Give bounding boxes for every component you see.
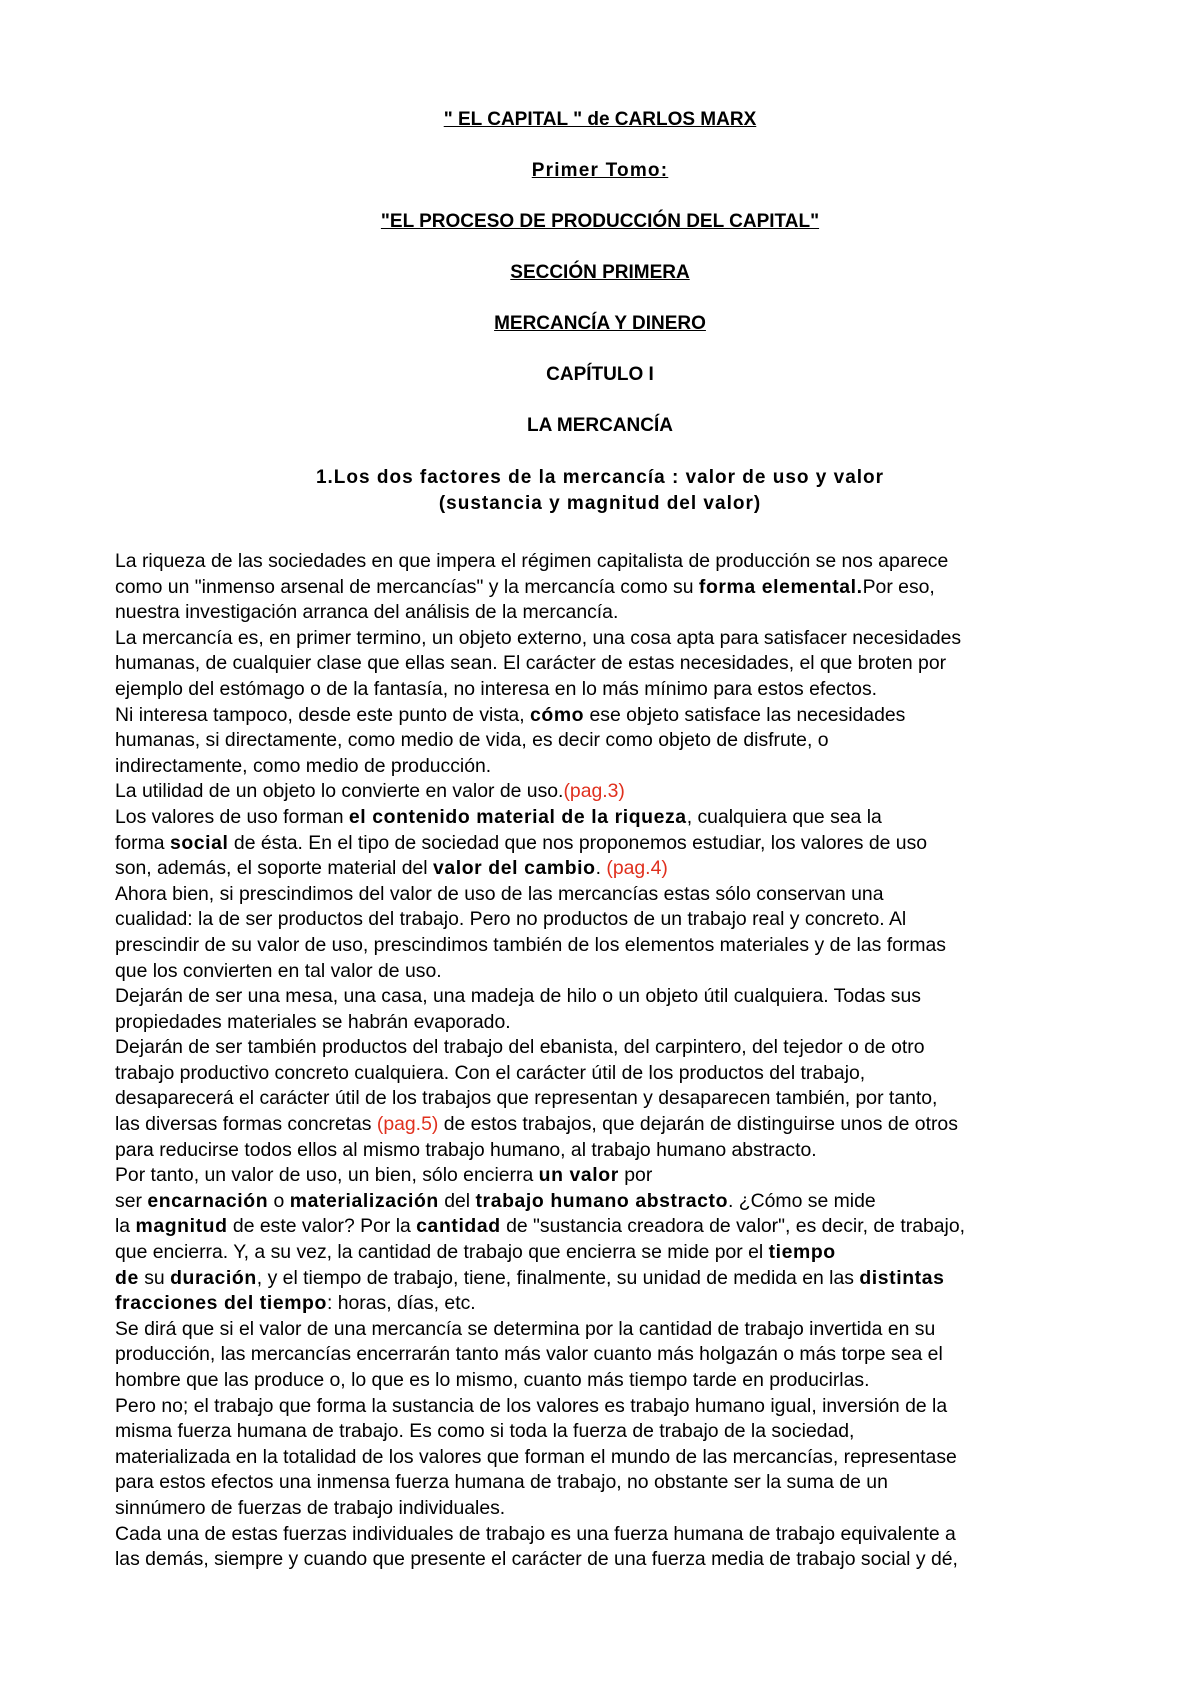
- text-line: Dejarán de ser una mesa, una casa, una madeja de hilo o un objeto útil cualquiera. Todas sus: [115, 985, 921, 1008]
- bold-phrase: cantidad: [416, 1215, 501, 1238]
- text-line: desaparecerá el carácter útil de los trabajos que representan y desaparecen también, por tanto,: [115, 1087, 938, 1110]
- bold-phrase: materialización: [289, 1189, 439, 1212]
- bold-phrase: fracciones del tiempo: [115, 1292, 327, 1315]
- bold-phrase: forma elemental.: [698, 575, 863, 598]
- text-line: de su duración, y el tiempo de trabajo, tiene, finalmente, su unidad de medida en las distintas: [115, 1266, 945, 1289]
- text-line: las diversas formas concretas (pag.5) de estos trabajos, que dejarán de distinguirse unos de otros: [115, 1113, 958, 1136]
- bold-phrase: magnitud: [135, 1215, 228, 1238]
- chapter-title: LA MERCANCÍA: [526, 415, 673, 436]
- text-line: Ahora bien, si prescindimos del valor de uso de las mercancías estas sólo conservan una: [115, 882, 884, 905]
- page-reference: (pag.5): [376, 1113, 439, 1136]
- text-line: La riqueza de las sociedades en que impera el régimen capitalista de producción se nos aparece: [115, 550, 949, 572]
- part-heading: MERCANCÍA Y DINERO: [494, 313, 706, 334]
- text-line: producción, las mercancías encerrarán tanto más valor cuanto más holgazán o más torpe sea el: [115, 1343, 943, 1366]
- bold-phrase: cómo: [530, 703, 585, 726]
- text-line: Por tanto, un valor de uso, un bien, sólo encierra un valor por: [115, 1164, 653, 1187]
- subtitle-line-2: (sustancia y magnitud del valor): [438, 493, 762, 514]
- text-line: son, además, el soporte material del valor del cambio. (pag.4): [115, 857, 668, 880]
- bold-phrase: social: [169, 831, 229, 854]
- bold-phrase: el contenido material de la riqueza: [348, 805, 687, 828]
- section-heading: SECCIÓN PRIMERA: [510, 262, 690, 283]
- text-line: ejemplo del estómago o de la fantasía, no interesa en lo más mínimo para estos efectos.: [115, 677, 878, 700]
- text-line: Cada una de estas fuerzas individuales de trabajo es una fuerza humana de trabajo equivalente a: [115, 1522, 956, 1545]
- text-line: hombre que las produce o, lo que es lo mismo, cuanto más tiempo tarde en producirlas.: [115, 1369, 870, 1391]
- text-line: materializada en la totalidad de los valores que forman el mundo de las mercancías, representase: [115, 1445, 957, 1468]
- text-line: sinnúmero de fuerzas de trabajo individuales.: [115, 1496, 506, 1519]
- chapter-heading: CAPÍTULO I: [546, 364, 654, 385]
- text-line: forma social de ésta. En el tipo de sociedad que nos proponemos estudiar, los valores de uso: [115, 831, 928, 854]
- text-line: para estos efectos una inmensa fuerza humana de trabajo, no obstante ser la suma de un: [115, 1471, 888, 1494]
- text-line: La utilidad de un objeto lo convierte en valor de uso.(pag.3): [115, 780, 625, 803]
- text-line: misma fuerza humana de trabajo. Es como si toda la fuerza de trabajo de la sociedad,: [115, 1420, 855, 1443]
- text-line: propiedades materiales se habrán evaporado.: [115, 1010, 511, 1033]
- text-line: Ni interesa tampoco, desde este punto de vista, cómo ese objeto satisface las necesidades: [115, 703, 906, 726]
- subtitle-line-1: 1.Los dos factores de la mercancía : valor de uso y valor: [315, 467, 885, 488]
- bold-phrase: duración: [170, 1266, 257, 1289]
- text-line: La mercancía es, en primer termino, un objeto externo, una cosa apta para satisfacer necesidades: [115, 626, 962, 649]
- text-line: trabajo productivo concreto cualquiera. Con el carácter útil de los productos del trabajo,: [115, 1061, 866, 1084]
- text-line: indirectamente, como medio de producción.: [115, 754, 492, 777]
- text-line: fracciones del tiempo: horas, días, etc.: [115, 1292, 476, 1315]
- page-reference: (pag.3): [563, 780, 625, 803]
- bold-phrase: trabajo humano abstracto: [475, 1189, 729, 1212]
- document-title: " EL CAPITAL " de CARLOS MARX: [443, 109, 757, 130]
- text-line: ser encarnación o materialización del trabajo humano abstracto. ¿Cómo se mide: [115, 1189, 876, 1212]
- text-line: la magnitud de este valor? Por la cantidad de "sustancia creadora de valor", es decir, de trabajo,: [115, 1215, 966, 1238]
- page-reference: (pag.4): [606, 857, 668, 880]
- bold-phrase: valor del cambio: [432, 857, 596, 880]
- text-line: para reducirse todos ellos al mismo trabajo humano, al trabajo humano abstracto.: [115, 1138, 817, 1161]
- bold-phrase: un valor: [538, 1164, 619, 1187]
- bold-phrase: encarnación: [147, 1189, 269, 1212]
- text-line: como un "inmenso arsenal de mercancías" y la mercancía como su forma elemental.Por eso,: [115, 575, 935, 598]
- text-line: humanas, de cualquier clase que ellas sean. El carácter de estas necesidades, el que broten por: [115, 652, 947, 675]
- text-line: prescindir de su valor de uso, prescindimos también de los elementos materiales y de las formas: [115, 933, 946, 956]
- process-heading: "EL PROCESO DE PRODUCCIÓN DEL CAPITAL": [380, 211, 820, 232]
- text-line: humanas, si directamente, como medio de vida, es decir como objeto de disfrute, o: [115, 729, 829, 752]
- heading-block: [0, 108, 1200, 517]
- body-text: [115, 549, 1100, 1573]
- tome-heading: Primer Tomo:: [531, 160, 669, 181]
- bold-phrase: de: [115, 1266, 139, 1289]
- text-line: Dejarán de ser también productos del trabajo del ebanista, del carpintero, del tejedor o de otro: [115, 1036, 925, 1059]
- text-line: Pero no; el trabajo que forma la sustancia de los valores es trabajo humano igual, inversión de la: [115, 1394, 948, 1417]
- text-line: las demás, siempre y cuando que presente el carácter de una fuerza media de trabajo social y dé,: [115, 1548, 958, 1571]
- text-line: Se dirá que si el valor de una mercancía se determina por la cantidad de trabajo invertida en su: [115, 1317, 936, 1340]
- text-line: Los valores de uso forman el contenido material de la riqueza, cualquiera que sea la: [115, 805, 882, 828]
- text-line: nuestra investigación arranca del análisis de la mercancía.: [115, 601, 619, 624]
- text-line: cualidad: la de ser productos del trabajo. Pero no productos de un trabajo real y concreto. Al: [115, 908, 907, 931]
- bold-phrase: distintas: [859, 1266, 945, 1289]
- bold-phrase: tiempo: [768, 1241, 836, 1264]
- text-line: que los convierten en tal valor de uso.: [115, 959, 442, 982]
- text-line: que encierra. Y, a su vez, la cantidad de trabajo que encierra se mide por el tiempo: [115, 1241, 836, 1264]
